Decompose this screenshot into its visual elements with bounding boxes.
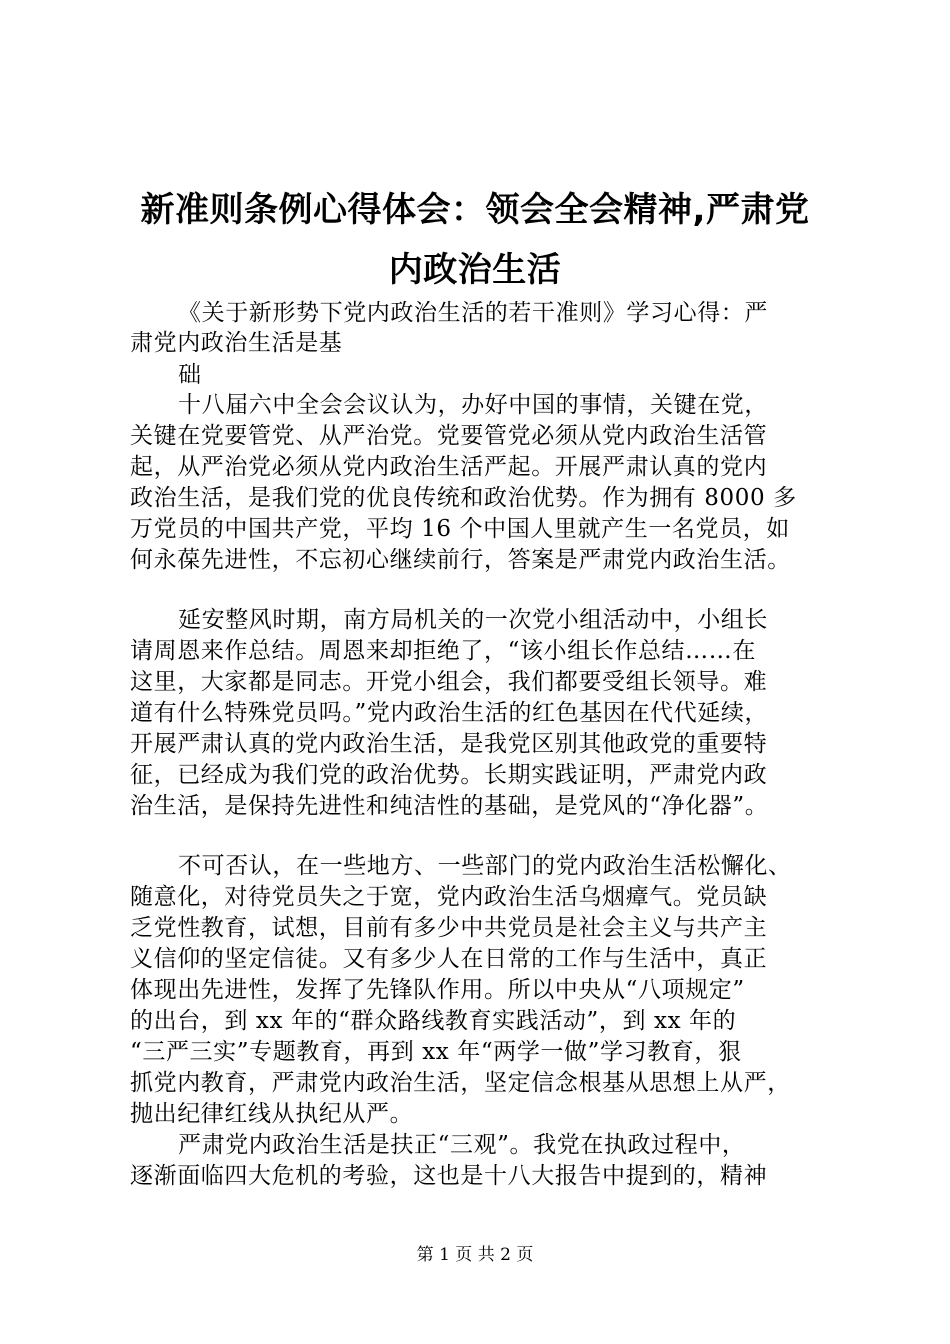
page-number-footer: 第 1 页 共 2 页 [416, 1245, 534, 1265]
paragraph-4-line: 严肃党内政治生活是扶正“三观”。我党在执政过程中， [178, 1132, 746, 1158]
document-title-line-2: 内政治生活 [388, 250, 562, 290]
paragraph-3-line: 抓党内教育，严肃党内政治生活，坚定信念根基从思想上从严， [130, 1070, 791, 1096]
subtitle-line: 肃党内政治生活是基 [130, 330, 343, 356]
paragraph-2-line: 开展严肃认真的党内政治生活，是我党区别其他政党的重要特 [130, 731, 768, 757]
paragraph-3-line: “三严三实”专题教育，再到 xx 年“两学一做”学习教育，狠 [130, 1039, 742, 1065]
paragraph-1-line: 关键在党要管党、从严治党。党要管党必须从党内政治生活管 [130, 423, 768, 449]
paragraph-3-line: 抛出纪律红线从执纪从严。 [130, 1101, 414, 1127]
paragraph-3-line: 义信仰的坚定信徒。又有多少人在日常的工作与生活中，真正 [130, 946, 768, 972]
paragraph-1-line: 何永葆先进性，不忘初心继续前行，答案是严肃党内政治生活。 [130, 547, 791, 573]
paragraph-3-line: 体现出先进性，发挥了先锋队作用。所以中央从“八项规定” [130, 977, 745, 1003]
paragraph-3-line: 随意化，对待党员失之于宽，党内政治生活乌烟瘴气。党员缺 [130, 884, 768, 910]
paragraph-2-line: 治生活，是保持先进性和纯洁性的基础，是党风的“净化器”。 [130, 793, 769, 819]
paragraph-2-line: 道有什么特殊党员吗。”党内政治生活的红色基因在代代延续， [130, 700, 769, 726]
paragraph-1-line: 十八届六中全会会议认为，办好中国的事情，关键在党， [178, 392, 768, 418]
document-title-line-1: 新准则条例心得体会：领会全会精神,严肃党 [140, 190, 810, 230]
paragraph-1-line: 政治生活，是我们党的优良传统和政治优势。作为拥有 8000 多 [130, 485, 797, 511]
paragraph-1-line: 起，从严治党必须从党内政治生活严起。开展严肃认真的党内 [130, 454, 768, 480]
paragraph-2-line: 延安整风时期，南方局机关的一次党小组活动中，小组长 [178, 607, 768, 633]
paragraph-2-line: 征，已经成为我们党的政治优势。长期实践证明，严肃党内政 [130, 762, 768, 788]
paragraph-1-line: 万党员的中国共产党，平均 16 个中国人里就产生一名党员，如 [130, 516, 790, 542]
paragraph-3-line: 的出台，到 xx 年的“群众路线教育实践活动”，到 xx 年的 [130, 1008, 737, 1034]
paragraph-2-line: 这里，大家都是同志。开党小组会，我们都要受组长领导。难 [130, 669, 768, 695]
paragraph-3-line: 不可否认，在一些地方、一些部门的党内政治生活松懈化、 [178, 853, 792, 879]
paragraph-2-line: 请周恩来作总结。周恩来却拒绝了，“该小组长作总结……在 [130, 638, 756, 664]
paragraph-3-line: 乏党性教育，试想，目前有多少中共党员是社会主义与共产主 [130, 915, 768, 941]
subtitle-line: 础 [178, 362, 202, 388]
subtitle-line: 《关于新形势下党内政治生活的若干准则》学习心得：严 [178, 300, 768, 326]
paragraph-4-line: 逐渐面临四大危机的考验，这也是十八大报告中提到的，精神 [130, 1163, 768, 1189]
